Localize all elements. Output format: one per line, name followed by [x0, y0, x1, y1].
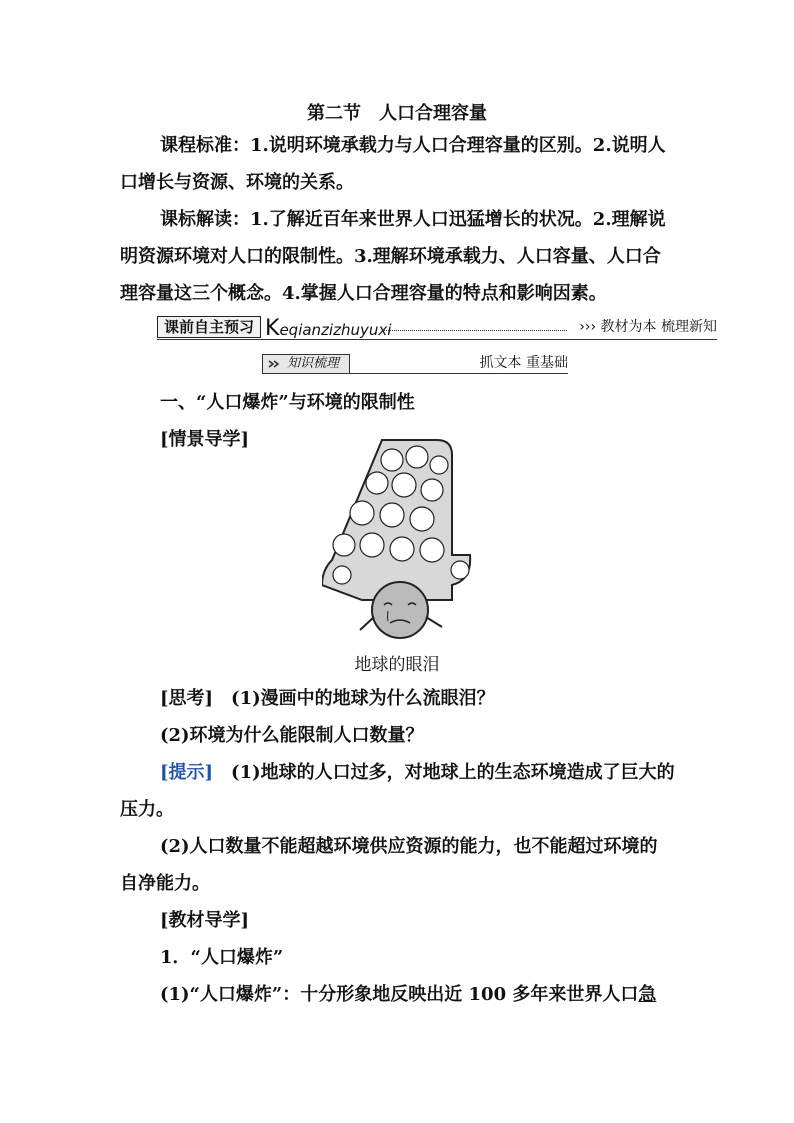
standard-label: 课程标准： — [160, 135, 250, 156]
standard-line-2: 口增长与资源、环境的关系。 — [120, 172, 354, 193]
sub-banner-right-text: 抓文本 重基础 — [479, 355, 568, 371]
think-q2: (2)环境为什么能限制人口数量？ — [160, 725, 424, 746]
banner-english: Keqianzizhuyuxi — [265, 316, 392, 341]
textbook-label: [教材导学] — [160, 910, 250, 931]
scene-label: [情景导学] — [160, 429, 250, 450]
sub-banner-tag: 知识梳理 — [262, 354, 350, 374]
sub-banner-rule — [262, 373, 568, 374]
hint-a1-line2: 压力。 — [120, 799, 174, 820]
banner-tag: 课前自主预习 — [157, 316, 261, 338]
underlined-char: 急 — [638, 984, 657, 1005]
interpret-line-3: 理容量这三个概念。4.掌握人口合理容量的特点和影响因素。 — [120, 283, 607, 304]
think-label: [思考] — [160, 688, 214, 709]
item1-sub: (1)“人口爆炸”：十分形象地反映出近 100 多年来世界人口急 — [160, 984, 657, 1005]
figure-caption: 地球的眼泪 — [354, 655, 440, 675]
double-arrow-icon — [268, 359, 280, 369]
banner-right-text: ››› 教材为本 梳理新知 — [579, 319, 717, 335]
standard-line-1: 课程标准：1.说明环境承载力与人口合理容量的区别。2.说明人 — [160, 135, 666, 156]
interpret-line-1: 课标解读：1.了解近百年来世界人口迅猛增长的状况。2.理解说 — [160, 209, 666, 230]
banner-dots — [382, 330, 567, 331]
section-heading: 一、“人口爆炸”与环境的限制性 — [160, 392, 415, 413]
section-banner — [157, 316, 717, 341]
banner-rule — [157, 339, 717, 340]
hint-label: [提示] — [160, 762, 214, 783]
item1-heading: 1．“人口爆炸” — [160, 947, 284, 968]
hint-a1-line1: [提示] (1)地球的人口过多，对地球上的生态环境造成了巨大的 — [160, 762, 675, 783]
hint-a2-line1: (2)人口数量不能超越环境供应资源的能力，也不能超过环境的 — [160, 836, 658, 857]
interpret-line-2: 明资源环境对人口的限制性。3.理解环境承载力、人口容量、人口合 — [120, 246, 661, 267]
think-q1: [思考] (1)漫画中的地球为什么流眼泪？ — [160, 688, 495, 709]
sub-banner — [262, 354, 568, 374]
hint-a2-line2: 自净能力。 — [120, 873, 210, 894]
page-title: 第二节 人口合理容量 — [307, 103, 487, 124]
interpret-label: 课标解读： — [160, 209, 250, 230]
earth-tears-cartoon — [322, 435, 472, 640]
